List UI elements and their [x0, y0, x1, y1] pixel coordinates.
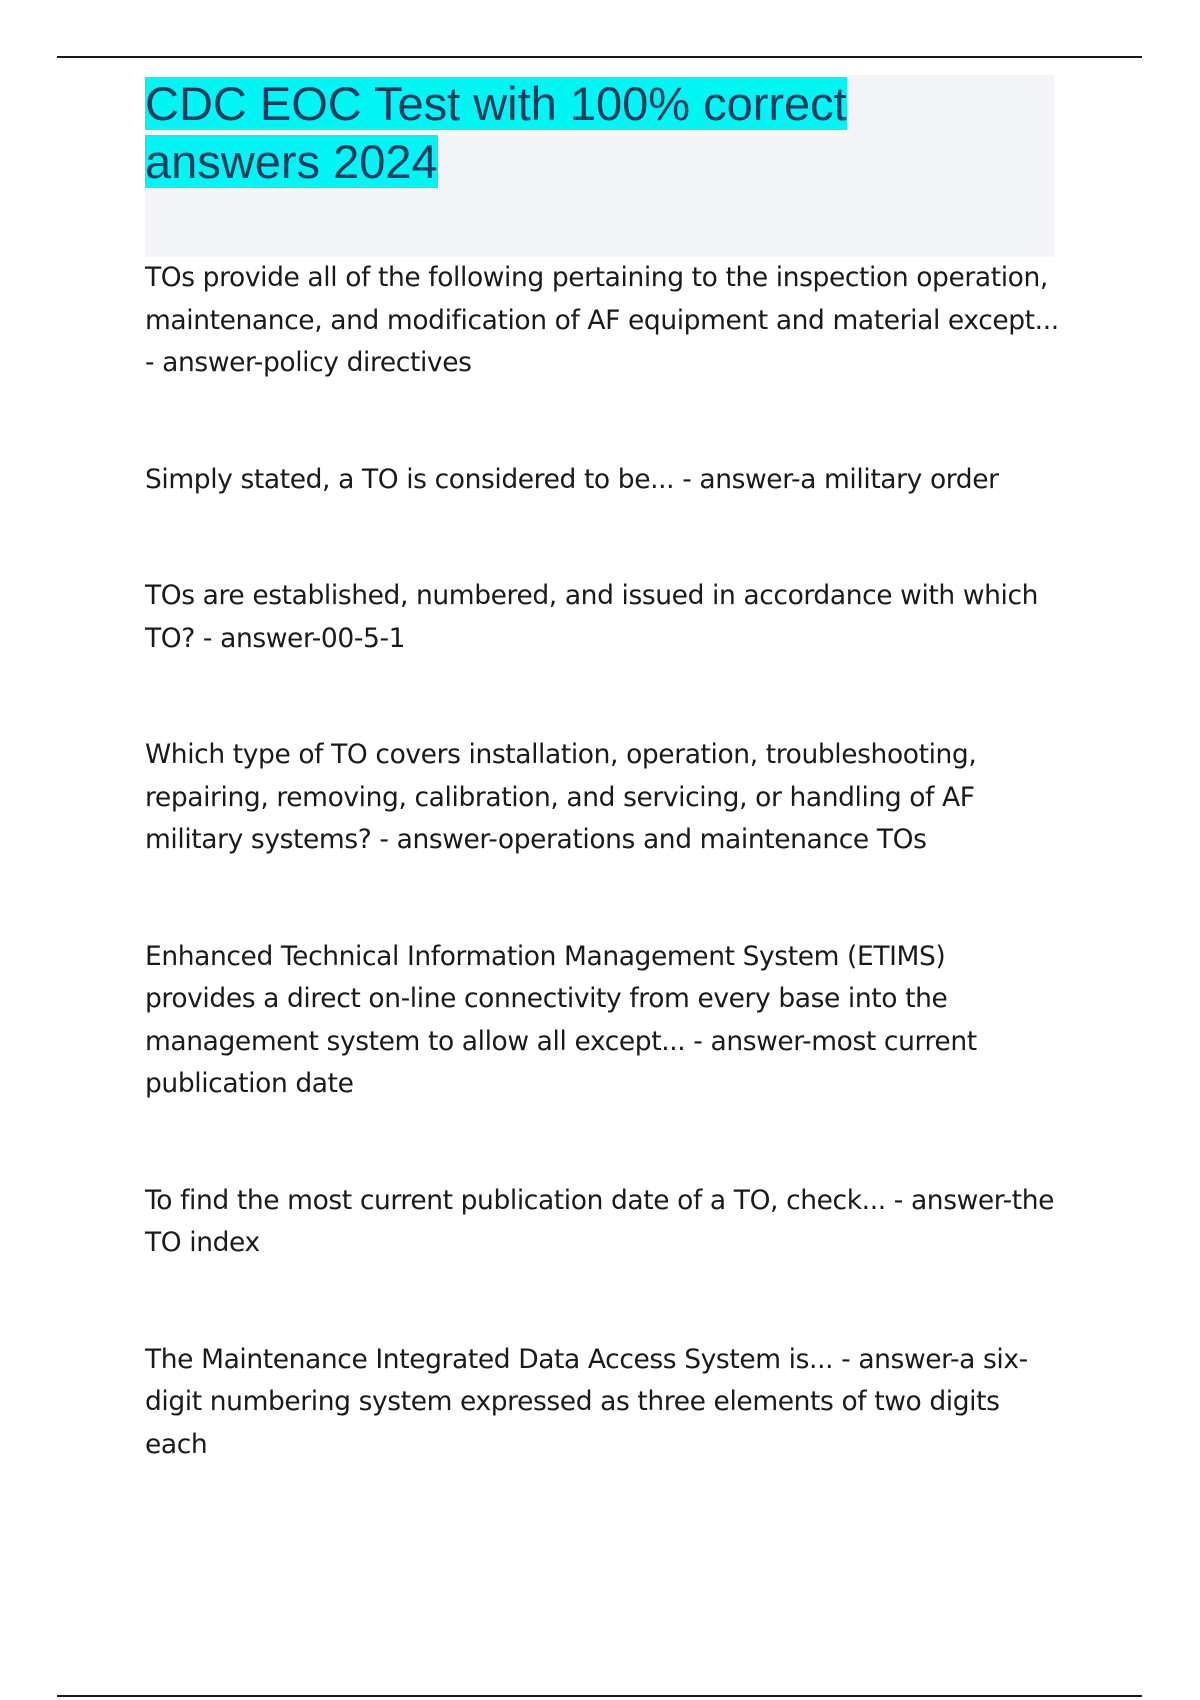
page-title: [145, 75, 905, 191]
top-rule: [57, 56, 1142, 58]
question-answer-item: To find the most current publication date of a TO, check... - answer-the TO index: [145, 1184, 1055, 1258]
question-answer-item: Which type of TO covers installation, operation, troubleshooting, repairing, removing, calibration, and servicing, or handling of AF military systems? - answer-operations and maintenance TOs: [145, 739, 977, 855]
question-answer-item: Simply stated, a TO is considered to be... - answer-a military order: [145, 463, 999, 495]
title-box: [145, 75, 1054, 257]
bottom-rule: [57, 1695, 1142, 1697]
question-answer-item: Enhanced Technical Information Management System (ETIMS) provides a direct on-line connectivity from every base into the management system to allow all except... - answer-most current publication date: [145, 940, 977, 1099]
question-list: [145, 257, 1060, 1466]
title-highlight: CDC EOC Test with 100% correct answers 2024: [145, 77, 847, 188]
question-answer-item: TOs provide all of the following pertaining to the inspection operation, maintenance, and modification of AF equipment and material except... - answer-policy directives: [145, 262, 1059, 378]
question-answer-item: The Maintenance Integrated Data Access System is... - answer-a six-digit numbering system expressed as three elements of two digits each: [145, 1343, 1028, 1460]
question-answer-item: TOs are established, numbered, and issued in accordance with which TO? - answer-00-5-1: [145, 580, 1039, 654]
